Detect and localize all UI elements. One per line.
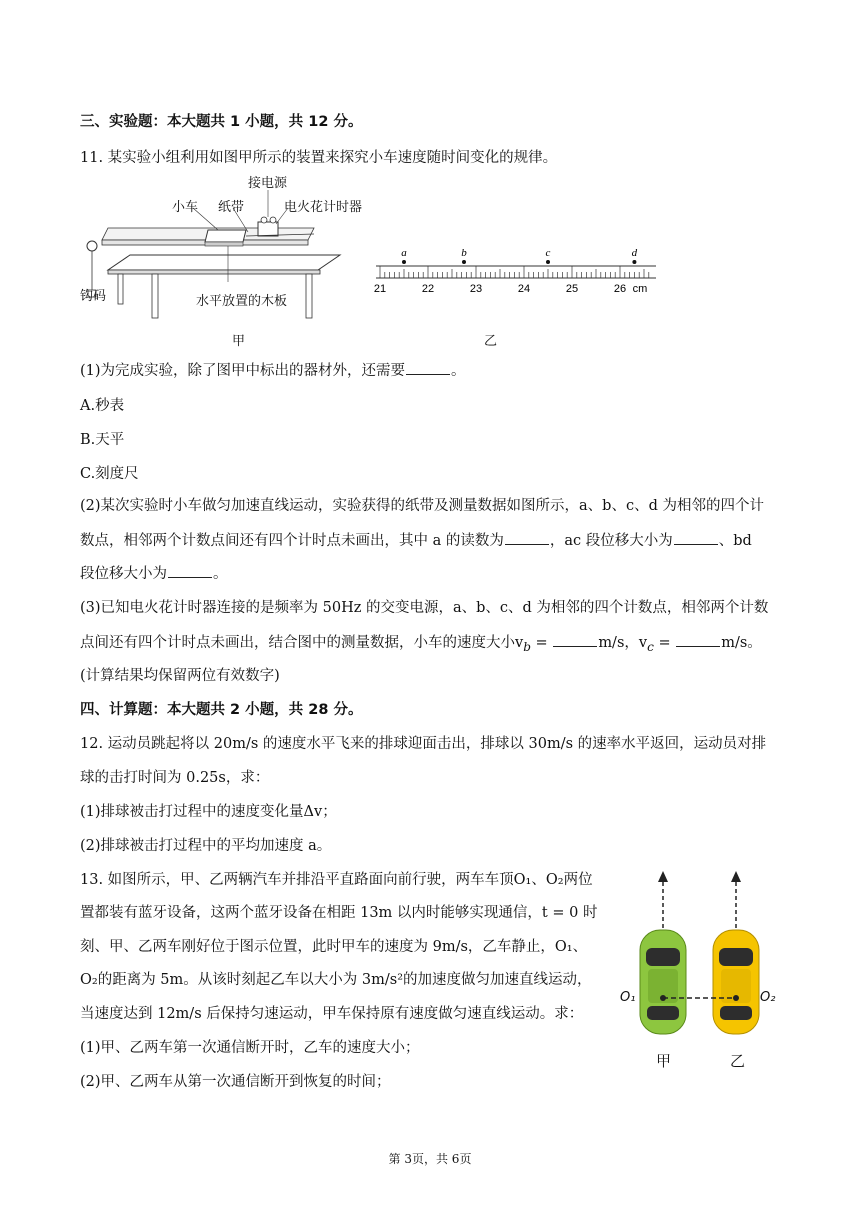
q11-part1: (1)为完成实验，除了图甲中标出的器材外，还需要 。 <box>80 360 466 381</box>
q11-stem: 11. 某实验小组利用如图甲所示的装置来探究小车速度随时间变化的规律。 <box>80 150 558 166</box>
q13-line1: 13. 如图所示，甲、乙两辆汽车并排沿平直路面向前行驶，两车车顶O₁、O₂两位 <box>80 872 593 888</box>
ruler-tick-label: 23 <box>469 283 483 295</box>
answer-blank[interactable] <box>676 632 720 647</box>
label-board: 水平放置的木板 <box>196 294 288 309</box>
q12-line3: (1)排球被击打过程中的速度变化量Δv； <box>80 804 337 820</box>
q12-line4: (2)排球被击打过程中的平均加速度 a。 <box>80 838 332 854</box>
option-c: C.刻度尺 <box>80 466 139 482</box>
answer-blank[interactable] <box>674 530 718 545</box>
q13-line4: O₂的距离为 5m。从该时刻起乙车以大小为 3m/s²的加速度做匀加速直线运动， <box>80 972 592 988</box>
car-yi <box>713 930 759 1034</box>
section-4-header: 四、计算题：本大题共 2 小题，共 28 分。 <box>80 702 363 718</box>
q13-line3: 刻、甲、乙两车刚好位于图示位置，此时甲车的速度为 9m/s，乙车静止，O₁、 <box>80 939 588 955</box>
label-o1: O₁ <box>620 990 636 1005</box>
label-tape: 纸带 <box>218 200 245 215</box>
label-power: 接电源 <box>248 176 288 191</box>
point-label: b <box>461 247 467 259</box>
caption-jia: 甲 <box>232 334 246 349</box>
tape-dot <box>462 260 466 264</box>
caption-car-yi: 乙 <box>730 1052 746 1070</box>
page-footer: 第 3页，共 6页 <box>388 1152 472 1166</box>
option-a: A.秒表 <box>80 398 125 414</box>
answer-blank[interactable] <box>406 360 450 375</box>
q11-part2-line3: 段位移大小为 。 <box>80 563 228 584</box>
section-3-header: 三、实验题：本大题共 1 小题，共 12 分。 <box>80 114 363 130</box>
q11-part2-line1: (2)某次实验时小车做匀加速直线运动，实验获得的纸带及测量数据如图所示，a、b、c、d 为相邻的四个计 <box>80 498 764 514</box>
label-timer: 电火花计时器 <box>284 200 363 215</box>
tape-dot <box>402 260 406 264</box>
point-label: d <box>631 247 638 259</box>
ruler-tick-label: 22 <box>421 283 435 295</box>
caption-yi: 乙 <box>484 334 498 349</box>
ruler-tick-label: 25 <box>565 283 579 295</box>
figure-ruler <box>360 244 660 306</box>
q12-line2: 球的击打时间为 0.25s，求： <box>80 770 270 786</box>
option-b: B.天平 <box>80 432 125 448</box>
answer-blank[interactable] <box>553 632 597 647</box>
label-weight: 钩码 <box>80 289 107 304</box>
point-label: a <box>401 247 407 259</box>
q11-part3-line3: (计算结果均保留两位有效数字) <box>80 668 280 684</box>
q13-line7: (2)甲、乙两车从第一次通信断开到恢复的时间； <box>80 1074 391 1090</box>
label-o2: O₂ <box>760 990 776 1005</box>
ruler-unit: cm <box>632 283 648 295</box>
q13-line2: 置都装有蓝牙设备，这两个蓝牙设备在相距 13m 以内时能够实现通信，t = 0 时 <box>80 905 598 921</box>
figure-cars <box>616 866 786 1076</box>
q13-line5: 当速度达到 12m/s 后保持匀速运动，甲车保持原有速度做匀速直线运动。求： <box>80 1006 584 1022</box>
car-jia <box>640 930 686 1034</box>
q13-line6: (1)甲、乙两车第一次通信断开时，乙车的速度大小； <box>80 1040 420 1056</box>
answer-blank[interactable] <box>505 530 549 545</box>
ruler-tick-label: 21 <box>373 283 387 295</box>
q11-part3-line1: (3)已知电火花计时器连接的是频率为 50Hz 的交变电源，a、b、c、d 为相邻的四个计数点，相邻两个计数 <box>80 600 769 616</box>
answer-blank[interactable] <box>168 563 212 578</box>
label-cart: 小车 <box>172 200 199 215</box>
ruler-tick-label: 24 <box>517 283 531 295</box>
tape-dot <box>632 260 636 264</box>
tape-dot <box>546 260 550 264</box>
q11-part2-line2: 数点，相邻两个计数点间还有四个计时点未画出，其中 a 的读数为 ，ac 段位移大小为 、bd <box>80 530 752 551</box>
ruler-tick-label: 26 <box>613 283 627 295</box>
point-label: c <box>545 247 551 259</box>
q12-line1: 12. 运动员跳起将以 20m/s 的速度水平飞来的排球迎面击出，排球以 30m/s 的速率水平返回，运动员对排 <box>80 736 767 752</box>
caption-car-jia: 甲 <box>656 1052 672 1070</box>
q11-part3-line2: 点间还有四个计时点未画出，结合图中的测量数据，小车的速度大小$v_b = m/s$，$v_c = m/s$。 <box>80 632 762 657</box>
